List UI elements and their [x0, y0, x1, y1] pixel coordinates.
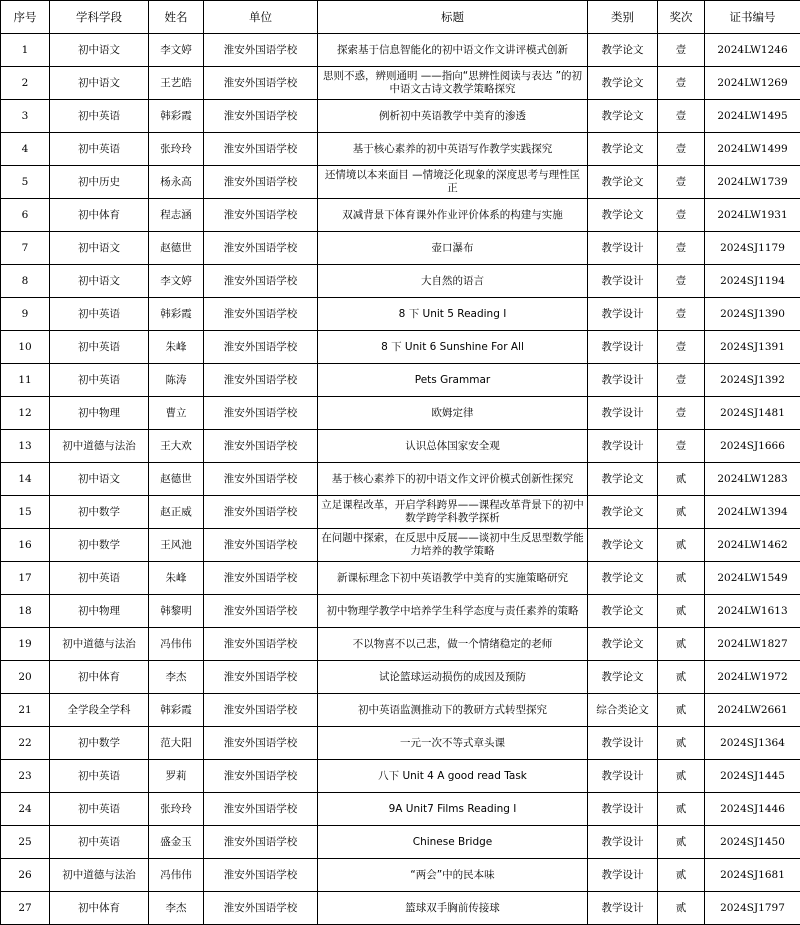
cell-subject: 初中英语 [50, 298, 149, 331]
cell-award: 壹 [658, 133, 705, 166]
cell-title: 初中物理学教学中培养学生科学态度与责任素养的策略 [318, 595, 588, 628]
cell-award: 壹 [658, 232, 705, 265]
cell-subject: 初中物理 [50, 397, 149, 430]
cell-name: 罗莉 [149, 760, 204, 793]
cell-index: 23 [1, 760, 50, 793]
cell-title: 初中英语监测推动下的教研方式转型探究 [318, 694, 588, 727]
cell-cert-no: 2024LW1549 [705, 562, 800, 595]
cell-unit: 淮安外国语学校 [204, 34, 318, 67]
cell-cert-no: 2024SJ1392 [705, 364, 800, 397]
table-row [1, 892, 800, 925]
cell-index: 5 [1, 166, 50, 199]
cell-name: 张玲玲 [149, 793, 204, 826]
cell-index: 11 [1, 364, 50, 397]
cell-title: 9A Unit7 Films Reading I [318, 793, 588, 826]
cell-award: 贰 [658, 892, 705, 925]
cell-subject: 初中道德与法治 [50, 430, 149, 463]
table-row [1, 265, 800, 298]
cell-award: 贰 [658, 826, 705, 859]
col-header-unit: 单位 [204, 1, 318, 34]
col-header-award: 奖次 [658, 1, 705, 34]
cell-cert-no: 2024LW1931 [705, 199, 800, 232]
cell-subject: 初中英语 [50, 760, 149, 793]
cell-cert-no: 2024SJ1391 [705, 331, 800, 364]
cell-category: 教学设计 [588, 430, 658, 463]
cell-unit: 淮安外国语学校 [204, 562, 318, 595]
table-row [1, 298, 800, 331]
cell-subject: 初中体育 [50, 892, 149, 925]
cell-cert-no: 2024SJ1666 [705, 430, 800, 463]
cell-title: 八下 Unit 4 A good read Task [318, 760, 588, 793]
cell-unit: 淮安外国语学校 [204, 760, 318, 793]
cell-unit: 淮安外国语学校 [204, 232, 318, 265]
cell-index: 9 [1, 298, 50, 331]
cell-title: 立足课程改革，开启学科跨界——课程改革背景下的初中数学跨学科教学探析 [318, 496, 588, 529]
cell-award: 贰 [658, 760, 705, 793]
cell-title: 8 下 Unit 5 Reading I [318, 298, 588, 331]
cell-name: 张玲玲 [149, 133, 204, 166]
table-row [1, 100, 800, 133]
cell-title: 在问题中探索，在反思中反展——谈初中生反思型数学能力培养的教学策略 [318, 529, 588, 562]
cell-cert-no: 2024SJ1481 [705, 397, 800, 430]
cell-subject: 初中英语 [50, 331, 149, 364]
cell-title: 壶口瀑布 [318, 232, 588, 265]
cell-unit: 淮安外国语学校 [204, 859, 318, 892]
cell-cert-no: 2024SJ1681 [705, 859, 800, 892]
cell-subject: 初中英语 [50, 100, 149, 133]
cell-unit: 淮安外国语学校 [204, 595, 318, 628]
cell-cert-no: 2024LW2661 [705, 694, 800, 727]
col-header-index: 序号 [1, 1, 50, 34]
cell-unit: 淮安外国语学校 [204, 826, 318, 859]
cell-category: 教学论文 [588, 34, 658, 67]
cell-name: 王风池 [149, 529, 204, 562]
table-row [1, 793, 800, 826]
cell-cert-no: 2024LW1246 [705, 34, 800, 67]
table-row [1, 859, 800, 892]
cell-name: 韩彩霞 [149, 298, 204, 331]
cell-name: 赵德世 [149, 463, 204, 496]
table-row [1, 760, 800, 793]
cell-title: 认识总体国家安全观 [318, 430, 588, 463]
cell-award: 贰 [658, 793, 705, 826]
cell-subject: 初中语文 [50, 67, 149, 100]
cell-title: 思则不惑，辨则通明 ——指向“思辨性阅读与表达 ”的初中语文古诗文教学策略探究 [318, 67, 588, 100]
cell-unit: 淮安外国语学校 [204, 694, 318, 727]
cell-award: 壹 [658, 298, 705, 331]
cell-award: 贰 [658, 859, 705, 892]
cell-index: 6 [1, 199, 50, 232]
cell-index: 17 [1, 562, 50, 595]
cell-cert-no: 2024SJ1450 [705, 826, 800, 859]
cell-cert-no: 2024LW1283 [705, 463, 800, 496]
cell-cert-no: 2024SJ1446 [705, 793, 800, 826]
cell-title: 欧姆定律 [318, 397, 588, 430]
cell-category: 教学设计 [588, 397, 658, 430]
cell-cert-no: 2024LW1269 [705, 67, 800, 100]
cell-title: “两会”中的民本味 [318, 859, 588, 892]
cell-award: 壹 [658, 100, 705, 133]
table-row [1, 331, 800, 364]
cell-category: 教学设计 [588, 760, 658, 793]
cell-category: 教学设计 [588, 298, 658, 331]
cell-title: 探索基于信息智能化的初中语文作文讲评模式创新 [318, 34, 588, 67]
table-row [1, 562, 800, 595]
cell-category: 教学设计 [588, 892, 658, 925]
table-row [1, 166, 800, 199]
cell-category: 教学设计 [588, 331, 658, 364]
cell-award: 贰 [658, 562, 705, 595]
cell-index: 20 [1, 661, 50, 694]
cell-subject: 初中英语 [50, 364, 149, 397]
cell-cert-no: 2024LW1462 [705, 529, 800, 562]
cell-name: 盛金玉 [149, 826, 204, 859]
cell-unit: 淮安外国语学校 [204, 100, 318, 133]
cell-category: 教学论文 [588, 496, 658, 529]
cell-subject: 初中语文 [50, 232, 149, 265]
cell-category: 教学设计 [588, 265, 658, 298]
cell-unit: 淮安外国语学校 [204, 133, 318, 166]
cell-category: 教学设计 [588, 826, 658, 859]
cell-award: 壹 [658, 199, 705, 232]
cell-category: 教学论文 [588, 529, 658, 562]
cell-unit: 淮安外国语学校 [204, 892, 318, 925]
col-header-category: 类别 [588, 1, 658, 34]
cell-unit: 淮安外国语学校 [204, 529, 318, 562]
cell-title: 基于核心素养的初中英语写作教学实践探究 [318, 133, 588, 166]
cell-award: 壹 [658, 166, 705, 199]
cell-cert-no: 2024LW1827 [705, 628, 800, 661]
cell-award: 贰 [658, 628, 705, 661]
cell-award: 壹 [658, 265, 705, 298]
table-row [1, 727, 800, 760]
col-header-subject: 学科学段 [50, 1, 149, 34]
cell-category: 教学论文 [588, 166, 658, 199]
cell-award: 贰 [658, 727, 705, 760]
cell-title: 试论篮球运动损伤的成因及预防 [318, 661, 588, 694]
cell-cert-no: 2024SJ1364 [705, 727, 800, 760]
cell-cert-no: 2024LW1613 [705, 595, 800, 628]
cell-award: 贰 [658, 463, 705, 496]
cell-title: Chinese Bridge [318, 826, 588, 859]
cell-unit: 淮安外国语学校 [204, 727, 318, 760]
cell-cert-no: 2024SJ1445 [705, 760, 800, 793]
cell-category: 教学论文 [588, 595, 658, 628]
cell-index: 18 [1, 595, 50, 628]
cell-award: 壹 [658, 331, 705, 364]
cell-unit: 淮安外国语学校 [204, 793, 318, 826]
table-row [1, 67, 800, 100]
cell-unit: 淮安外国语学校 [204, 331, 318, 364]
cell-cert-no: 2024SJ1194 [705, 265, 800, 298]
cell-subject: 初中英语 [50, 793, 149, 826]
cell-index: 16 [1, 529, 50, 562]
cell-name: 李文婷 [149, 34, 204, 67]
cell-subject: 初中语文 [50, 463, 149, 496]
cell-unit: 淮安外国语学校 [204, 397, 318, 430]
cell-award: 贰 [658, 496, 705, 529]
cell-subject: 初中数学 [50, 727, 149, 760]
table-body [1, 34, 800, 925]
cell-cert-no: 2024LW1499 [705, 133, 800, 166]
cell-category: 教学设计 [588, 859, 658, 892]
cell-title: 还情境以本来面目 —情境泛化现象的深度思考与理性匡正 [318, 166, 588, 199]
cell-award: 贰 [658, 595, 705, 628]
cell-index: 12 [1, 397, 50, 430]
cell-index: 21 [1, 694, 50, 727]
cell-index: 22 [1, 727, 50, 760]
cell-name: 韩彩霞 [149, 694, 204, 727]
cell-name: 曹立 [149, 397, 204, 430]
cell-index: 19 [1, 628, 50, 661]
cell-index: 13 [1, 430, 50, 463]
cell-name: 赵正威 [149, 496, 204, 529]
cell-index: 24 [1, 793, 50, 826]
cell-index: 26 [1, 859, 50, 892]
table-row [1, 661, 800, 694]
cell-index: 7 [1, 232, 50, 265]
table-row [1, 694, 800, 727]
cell-cert-no: 2024SJ1390 [705, 298, 800, 331]
cell-award: 贰 [658, 694, 705, 727]
cell-subject: 初中道德与法治 [50, 859, 149, 892]
cell-title: 新课标理念下初中英语教学中美育的实施策略研究 [318, 562, 588, 595]
cell-subject: 初中语文 [50, 265, 149, 298]
col-header-name: 姓名 [149, 1, 204, 34]
cell-index: 10 [1, 331, 50, 364]
cell-cert-no: 2024LW1739 [705, 166, 800, 199]
cell-category: 教学论文 [588, 100, 658, 133]
cell-category: 教学论文 [588, 463, 658, 496]
cell-category: 综合类论文 [588, 694, 658, 727]
cell-category: 教学设计 [588, 232, 658, 265]
cell-category: 教学论文 [588, 133, 658, 166]
cell-unit: 淮安外国语学校 [204, 661, 318, 694]
cell-unit: 淮安外国语学校 [204, 463, 318, 496]
cell-award: 壹 [658, 67, 705, 100]
cell-category: 教学论文 [588, 562, 658, 595]
cell-category: 教学论文 [588, 628, 658, 661]
table-row [1, 496, 800, 529]
cell-subject: 初中历史 [50, 166, 149, 199]
cell-award: 贰 [658, 661, 705, 694]
cell-subject: 初中英语 [50, 562, 149, 595]
cell-subject: 初中体育 [50, 199, 149, 232]
table-row [1, 232, 800, 265]
cell-name: 王艺皓 [149, 67, 204, 100]
col-header-title: 标题 [318, 1, 588, 34]
cell-category: 教学论文 [588, 67, 658, 100]
table-row [1, 364, 800, 397]
cell-category: 教学设计 [588, 793, 658, 826]
cell-title: Pets Grammar [318, 364, 588, 397]
cell-unit: 淮安外国语学校 [204, 166, 318, 199]
cell-index: 2 [1, 67, 50, 100]
cell-unit: 淮安外国语学校 [204, 298, 318, 331]
cell-cert-no: 2024LW1394 [705, 496, 800, 529]
cell-name: 李杰 [149, 661, 204, 694]
cell-subject: 初中物理 [50, 595, 149, 628]
cell-name: 韩彩霞 [149, 100, 204, 133]
table-row [1, 826, 800, 859]
cell-category: 教学设计 [588, 727, 658, 760]
table-row [1, 463, 800, 496]
cell-index: 27 [1, 892, 50, 925]
cell-subject: 初中英语 [50, 133, 149, 166]
cell-index: 4 [1, 133, 50, 166]
col-header-cert-no: 证书编号 [705, 1, 800, 34]
cell-category: 教学论文 [588, 199, 658, 232]
header-row [1, 1, 800, 34]
cell-title: 一元一次不等式章头课 [318, 727, 588, 760]
table-row [1, 397, 800, 430]
cell-unit: 淮安外国语学校 [204, 67, 318, 100]
cell-award: 壹 [658, 34, 705, 67]
cell-name: 朱峰 [149, 562, 204, 595]
cell-unit: 淮安外国语学校 [204, 364, 318, 397]
cell-unit: 淮安外国语学校 [204, 430, 318, 463]
cell-cert-no: 2024LW1495 [705, 100, 800, 133]
cell-unit: 淮安外国语学校 [204, 265, 318, 298]
cell-subject: 初中道德与法治 [50, 628, 149, 661]
cell-subject: 初中英语 [50, 826, 149, 859]
cell-category: 教学设计 [588, 364, 658, 397]
cell-name: 陈涛 [149, 364, 204, 397]
cell-name: 李杰 [149, 892, 204, 925]
cell-title: 不以物喜不以己悲，做一个情绪稳定的老师 [318, 628, 588, 661]
cell-index: 3 [1, 100, 50, 133]
cell-subject: 初中数学 [50, 529, 149, 562]
cell-award: 壹 [658, 397, 705, 430]
table-row [1, 199, 800, 232]
cell-unit: 淮安外国语学校 [204, 628, 318, 661]
cell-name: 范大阳 [149, 727, 204, 760]
cell-cert-no: 2024SJ1179 [705, 232, 800, 265]
cell-name: 赵德世 [149, 232, 204, 265]
cell-title: 大自然的语言 [318, 265, 588, 298]
cell-title: 双减背景下体育课外作业评价体系的构建与实施 [318, 199, 588, 232]
cell-cert-no: 2024SJ1797 [705, 892, 800, 925]
table-row [1, 430, 800, 463]
table-row [1, 133, 800, 166]
cell-subject: 全学段全学科 [50, 694, 149, 727]
cell-award: 壹 [658, 364, 705, 397]
table-row [1, 628, 800, 661]
cell-name: 王大欢 [149, 430, 204, 463]
cell-title: 基于核心素养下的初中语文作文评价模式创新性探究 [318, 463, 588, 496]
cell-index: 14 [1, 463, 50, 496]
cell-unit: 淮安外国语学校 [204, 496, 318, 529]
cell-subject: 初中数学 [50, 496, 149, 529]
cell-name: 冯伟伟 [149, 628, 204, 661]
table-row [1, 595, 800, 628]
cell-index: 1 [1, 34, 50, 67]
cell-name: 冯伟伟 [149, 859, 204, 892]
cell-index: 15 [1, 496, 50, 529]
cell-title: 篮球双手胸前传接球 [318, 892, 588, 925]
cell-name: 杨永高 [149, 166, 204, 199]
cell-title: 例析初中英语教学中美育的渗透 [318, 100, 588, 133]
cell-name: 程志涵 [149, 199, 204, 232]
table-row [1, 34, 800, 67]
cell-name: 李文婷 [149, 265, 204, 298]
cell-index: 8 [1, 265, 50, 298]
cell-award: 壹 [658, 430, 705, 463]
cell-cert-no: 2024LW1972 [705, 661, 800, 694]
cell-index: 25 [1, 826, 50, 859]
cell-award: 贰 [658, 529, 705, 562]
cell-unit: 淮安外国语学校 [204, 199, 318, 232]
cell-category: 教学论文 [588, 661, 658, 694]
cell-title: 8 下 Unit 6 Sunshine For All [318, 331, 588, 364]
cell-subject: 初中语文 [50, 34, 149, 67]
cell-subject: 初中体育 [50, 661, 149, 694]
cell-name: 朱峰 [149, 331, 204, 364]
cell-name: 韩黎明 [149, 595, 204, 628]
table-row [1, 529, 800, 562]
